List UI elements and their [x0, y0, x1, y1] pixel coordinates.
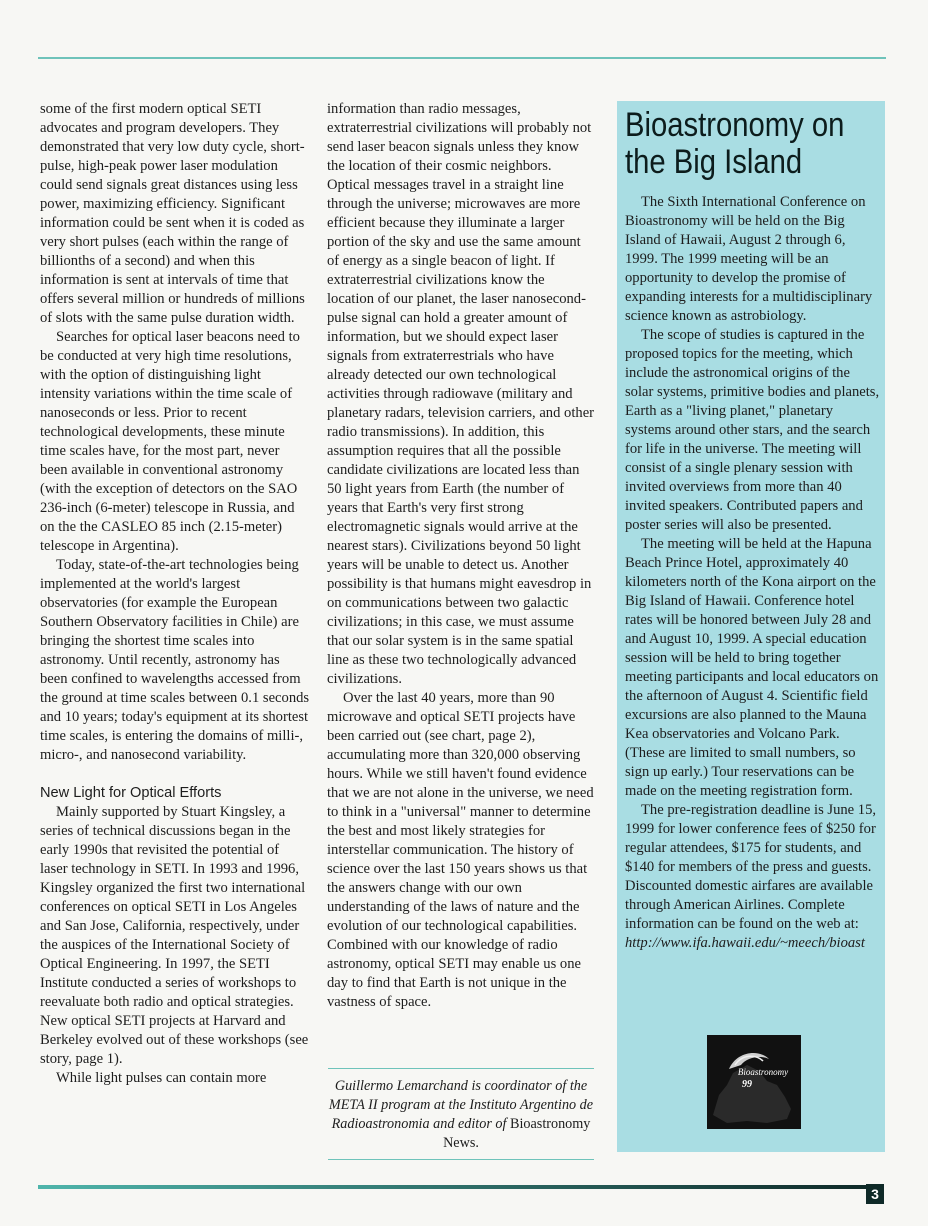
page-number: 3: [866, 1184, 884, 1204]
paragraph: The scope of studies is captured in the proposed topics for the meeting, which include the astronomical origins of the solar systems, primitive bodies and planets, Earth as a "living planet," planetary systems around other stars, and the search for life in the universe. The meeting will consist of a single plenary session with invited overviews from more than 40 invited speakers. Contributed papers and poster series will also be presented.: [625, 327, 880, 533]
paragraph: The pre-registration deadline is June 15, 1999 for lower conference fees of $250 for regular attendees, $175 for students, and $140 for members of the press and guests. Discounted domestic airfares are available through American Airlines. Complete information can be found on the web at:: [625, 802, 877, 932]
paragraph: Searches for optical laser beacons need to be conducted at very high time resolutions, with the option of distinguishing light intensity variations within the time scale of nanoseconds or less. Prior to recent technological developments, these minute time scales have, for the most part, never been available in conventional astronomy (with the exception of detectors on the SAO 236-inch (6-meter) telescope in Russia, and on the the CASLEO 85 inch (2.15-meter) telescope in Argentina).: [40, 329, 300, 554]
paragraph: Over the last 40 years, more than 90 microwave and optical SETI projects have been carried out (see chart, page 2), accumulating more than 320,000 observing hours. While we still haven't found evidence that we are not alone in the universe, we need to think in a "universal" manner to determine the best and most likely strategies for interstellar communication. The history of science over the last 150 years shows us that the answers change with our own understanding of the laws of nature and the evolution of our technological capabilities. Combined with our knowledge of radio astronomy, optical SETI may enable us one day to find that Earth is not unique in the vastness of space.: [327, 690, 594, 1010]
sidebar-body: [625, 193, 881, 953]
top-rule: [38, 57, 886, 59]
sidebar-box: [617, 101, 885, 1152]
section-subhead: New Light for Optical Efforts: [40, 785, 222, 801]
paragraph: While light pulses can contain more: [56, 1070, 267, 1086]
paragraph: information than radio messages, extraterrestrial civilizations will probably not send laser beacon signals unless they know the location of their cosmic neighbors. Optical messages travel in a straight line through the universe; microwaves are more efficient because they illuminate a larger portion of the sky and use the same amount of energy as a single beacon of light. If extraterrestrial civilizations know the location of our planet, the laser nanosecond-pulse signal can hold a greater amount of information, but we should expect laser signals from extraterrestrials who have already detected our own technological activities through radiowave (military and planetary radars, television carriers, and other radio transmissions). In addition, this assumption requires that all the possible candidate civilizations are located less than 50 light years from Earth (the number of years that Earth's very first strong electromagnetic signals would arrive at the nearest stars). Civilizations beyond 50 light years will be unable to detect us. Another possibility is that humans might eavesdrop in on communications between two galactic civilizations; in this case, we must assume that our solar system is in the same spatial line as these two technologically advanced civilizations.: [327, 101, 595, 687]
article-column-2: [327, 100, 595, 1012]
bottom-rule: [38, 1185, 868, 1189]
logo-year: 99: [742, 1079, 752, 1090]
logo-text: Bioastronomy: [737, 1067, 789, 1077]
paragraph: some of the first modern optical SETI advocates and program developers. They demonstrated that very low duty cycle, short-pulse, high-peak power laser modulation could send signals great distances using less power, maximizing efficiency. Significant information could be sent when it is coded as very short pulses (each within the range of billionths of a second) and when this information is sent at intervals of time that offers several million or hundreds of millions of slots with the same pulse duration width.: [40, 101, 305, 326]
paragraph: The Sixth International Conference on Bioastronomy will be held on the Big Island of Hawaii, August 2 through 6, 1999. The 1999 meeting will be an opportunity to develop the promise of expanding interests for a multidisciplinary science known as astrobiology.: [625, 194, 873, 324]
author-bio-roman: Bioastronomy News.: [443, 1116, 591, 1151]
author-bio-italic: Guillermo Lemarchand is coordinator of the META II program at the Instituto Argentino de Radioastronomia and editor of: [328, 1078, 594, 1132]
paragraph: Today, state-of-the-art technologies being implemented at the world's largest observatories (for example the European Southern Observatory facilities in Chile) are bringing the shortest time scales into astronomy. Until recently, astronomy has been confined to wavelengths accessed from the ground at time scales between 0.1 seconds and 10 years; today's equipment at its shortest time scales, is entering the domains of milli-, micro-, and nanosecond variability.: [40, 557, 310, 763]
paragraph: Mainly supported by Stuart Kingsley, a series of technical discussions began in the early 1990s that revisited the potential of laser technology in SETI. In 1993 and 1996, Kingsley organized the first two international conferences on optical SETI in Los Angeles and San Jose, California, respectively, under the auspices of the International Society of Optical Engineering. In 1997, the SETI Institute conducted a series of workshops to reevaluate both radio and optical strategies. New optical SETI projects at Harvard and Berkeley evolved out of these workshops (see story, page 1).: [40, 804, 309, 1067]
paragraph: The meeting will be held at the Hapuna Beach Prince Hotel, approximately 40 kilometers north of the Kona airport on the Big Island of Hawaii. Conference hotel rates will be honored between July 28 and and August 10, 1999. A special education session will be held to bring together meeting participants and local educators on the afternoon of August 4. Scientific field excursions are also planned to the Mauna Kea observatories and Volcano Park. (These are limited to small numbers, so sign up early.) Tour reservations can be made on the meeting registration form.: [625, 536, 879, 799]
sidebar-title: Bioastronomy on the Big Island: [625, 106, 845, 181]
bioastronomy-99-logo: [707, 1035, 801, 1129]
author-bio: [328, 1068, 594, 1160]
web-link[interactable]: http://www.ifa.hawaii.edu/~meech/bioast: [625, 935, 865, 951]
article-column-1: [40, 100, 310, 1088]
